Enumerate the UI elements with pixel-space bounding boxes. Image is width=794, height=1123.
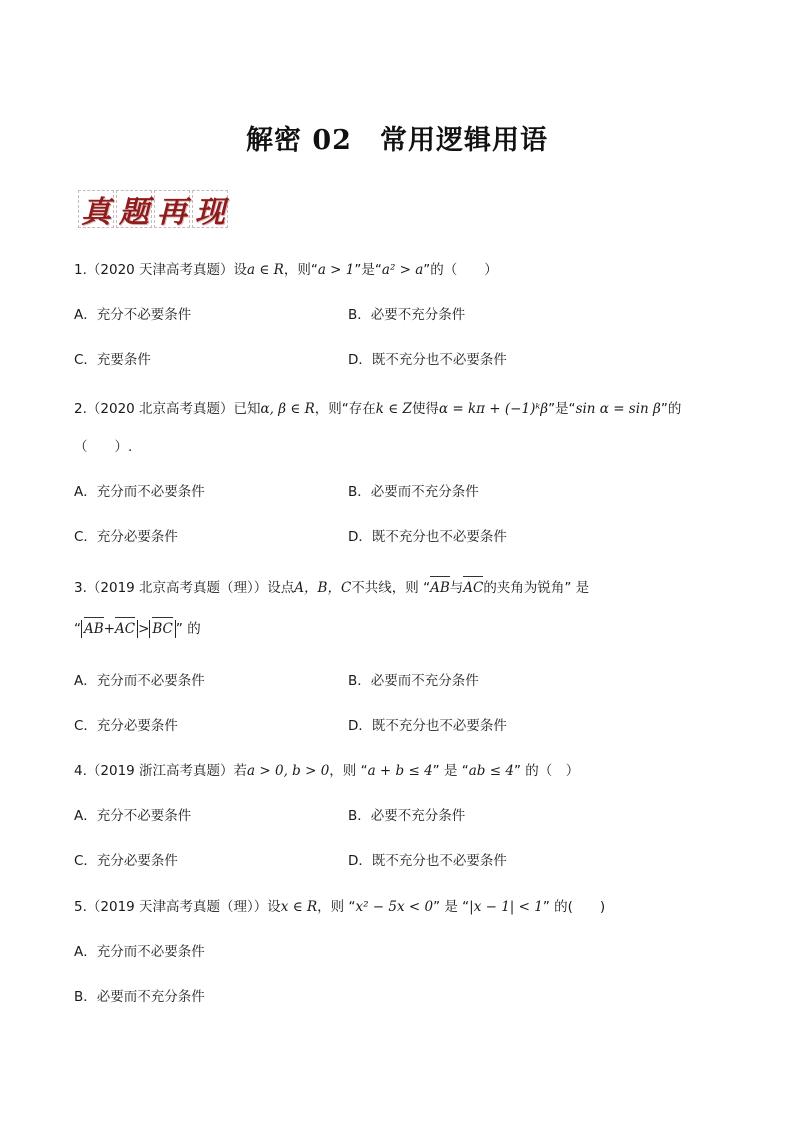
math-expr: k ∈ Z	[375, 401, 412, 417]
math-expr: a + b ≤ 4	[367, 763, 433, 779]
vector-ab: AB	[430, 580, 450, 596]
banner-char: 题	[116, 190, 152, 228]
question-source: （2019 北京高考真题（理））	[86, 580, 268, 596]
question-1-stem: 1.（2020 天津高考真题）设a ∈ R，则“a > 1”是“a² > a”的（ ）	[74, 262, 498, 278]
banner-char: 再	[154, 190, 190, 228]
question-1-option-a[interactable]: A．充分不必要条件	[74, 307, 192, 323]
question-5-stem: 5.（2019 天津高考真题（理））设x ∈ R，则 “x² − 5x < 0” 是 “|x − 1| < 1” 的( )	[74, 899, 606, 915]
question-2-option-a[interactable]: A．充分而不必要条件	[74, 484, 205, 500]
vector-ab: AB	[84, 621, 104, 637]
math-expr: a > 1	[317, 262, 355, 278]
question-2-blank: （ ）.	[74, 439, 133, 455]
math-expr: |x − 1| < 1	[469, 899, 543, 915]
question-4-option-c[interactable]: C．充分必要条件	[74, 853, 178, 869]
question-2-option-d[interactable]: D．既不充分也不必要条件	[348, 529, 507, 545]
abs-sum: AB+AC	[81, 620, 138, 638]
vector-ac: AC	[463, 580, 484, 596]
math-expr: x ∈ R	[280, 899, 318, 915]
banner-char: 现	[192, 190, 228, 228]
question-number: 1.	[74, 262, 87, 278]
question-1-option-b[interactable]: B．必要不充分条件	[348, 307, 466, 323]
vector-ac: AC	[114, 621, 136, 637]
question-3-stem-line2: “ AB+AC > BC ” 的	[74, 621, 201, 637]
question-3-option-d[interactable]: D．既不充分也不必要条件	[348, 718, 507, 734]
math-expr: a ∈ R	[247, 262, 284, 278]
question-number: 3.	[74, 580, 87, 596]
math-expr: sin α = sin β	[575, 401, 661, 417]
title-topic: 常用逻辑用语	[379, 125, 548, 156]
abs-bc	[149, 620, 176, 638]
title-code: 解密 02	[246, 125, 352, 156]
math-expr: α, β ∈ R	[260, 401, 315, 417]
question-5-option-b[interactable]: B．必要而不充分条件	[74, 989, 205, 1005]
question-3-stem: 3.（2019 北京高考真题（理））设点A，B，C不共线，则 “AB与AC的夹角为锐角” 是	[74, 580, 590, 596]
math-expr: x² − 5x < 0	[355, 899, 434, 915]
question-source: （2019 天津高考真题（理））	[86, 899, 268, 915]
math-expr: a > 0, b > 0	[247, 763, 330, 779]
vector-bc: BC	[152, 621, 173, 637]
question-2-option-b[interactable]: B．必要而不充分条件	[348, 484, 479, 500]
question-1-option-c[interactable]: C．充要条件	[74, 352, 151, 368]
question-5-option-a[interactable]: A．充分而不必要条件	[74, 944, 205, 960]
section-banner	[78, 190, 228, 228]
question-number: 4.	[74, 763, 87, 779]
question-4-option-d[interactable]: D．既不充分也不必要条件	[348, 853, 507, 869]
math-expr: α = kπ + (−1)ᵏβ	[438, 401, 549, 417]
question-1-option-d[interactable]: D．既不充分也不必要条件	[348, 352, 507, 368]
question-source: （2020 北京高考真题）	[86, 401, 234, 417]
question-4-stem: 4.（2019 浙江高考真题）若a > 0, b > 0，则 “a + b ≤ 4” 是 “ab ≤ 4” 的（ ）	[74, 763, 580, 779]
question-4-option-a[interactable]: A．充分不必要条件	[74, 808, 192, 824]
document-title	[0, 118, 794, 157]
question-source: （2019 浙江高考真题）	[86, 763, 234, 779]
math-expr: A，B，C	[294, 580, 352, 596]
banner-char: 真	[78, 190, 114, 228]
question-3-option-a[interactable]: A．充分而不必要条件	[74, 673, 205, 689]
question-3-option-b[interactable]: B．必要而不充分条件	[348, 673, 479, 689]
math-expr: ab ≤ 4	[468, 763, 514, 779]
math-expr: a² > a	[381, 262, 424, 278]
question-number: 5.	[74, 899, 87, 915]
question-3-option-c[interactable]: C．充分必要条件	[74, 718, 178, 734]
question-4-option-b[interactable]: B．必要不充分条件	[348, 808, 466, 824]
question-2-option-c[interactable]: C．充分必要条件	[74, 529, 178, 545]
question-2-stem: 2.（2020 北京高考真题）已知α, β ∈ R，则“存在k ∈ Z使得α = kπ + (−1)ᵏβ”是“sin α = sin β”的	[74, 401, 682, 417]
question-source: （2020 天津高考真题）	[86, 262, 234, 278]
question-number: 2.	[74, 401, 87, 417]
